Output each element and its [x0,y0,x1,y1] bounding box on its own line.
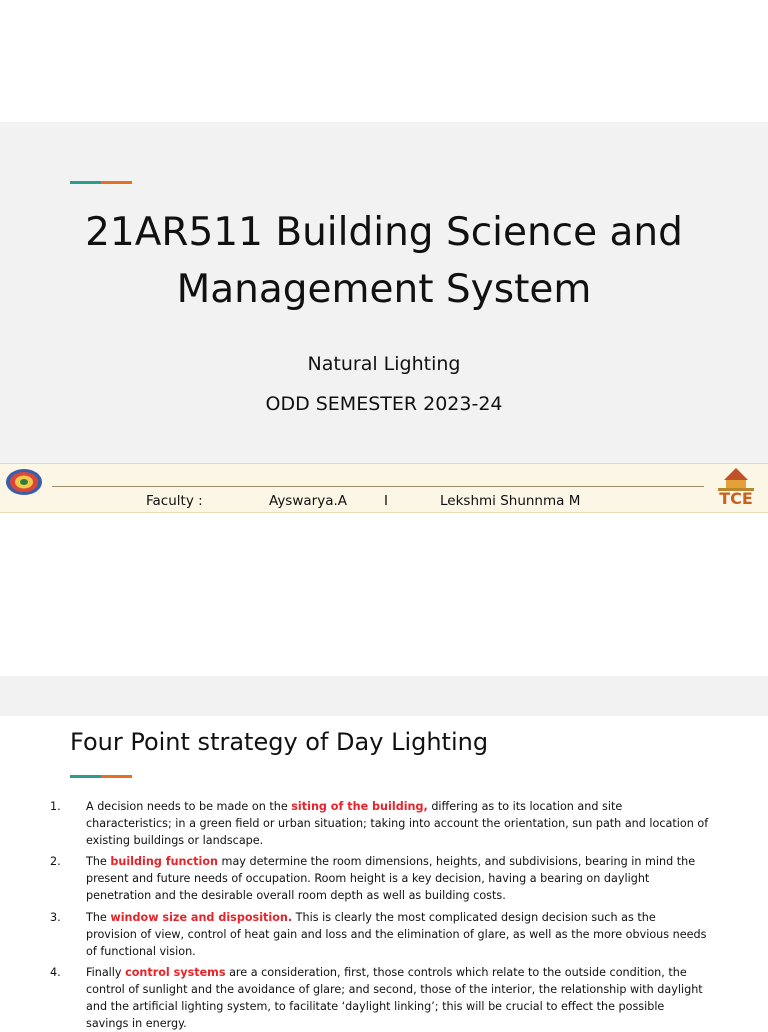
list-item-number: 4. [50,966,61,979]
title-line-2: Management System [176,267,592,312]
slide-divider-strip [0,676,768,716]
item-highlight: window size and disposition. [110,911,293,924]
list-item-number: 2. [50,855,61,868]
title-line-1: 21AR511 Building Science and [85,210,683,255]
strategy-slide-title: Four Point strategy of Day Lighting [70,728,489,756]
item-text-rest: are a consideration, first, those controls which relate to the outside condition, the control of sunlight and the avoidance of glare; and second, those of the interior, the relationship with daylight and the artificial lighting system, to facilitate ‘daylight linking’; this will be crucial to effect the possible savings in energy. [86,966,703,1030]
title-slide [0,122,768,512]
list-item-text [86,964,710,1032]
faculty-name-2: Lekshmi Shunnma M [440,493,581,509]
accent-line [70,775,132,778]
slide-subtitle: Natural Lighting [307,353,461,375]
item-text-start: Finally [86,966,126,979]
tce-logo-text: TCE [719,489,753,506]
faculty-label: Faculty : [146,493,203,509]
list-item-text [86,798,710,849]
accent-line [70,181,132,184]
semester-label: ODD SEMESTER 2023-24 [265,393,503,415]
footer-divider [52,486,704,487]
item-highlight: building function [110,855,218,868]
item-text-start: A decision needs to be made on the [86,800,292,813]
college-emblem-icon [4,467,44,497]
item-text-start: The [86,855,111,868]
item-highlight: control systems [125,966,226,979]
item-text-rest: This is clearly the most complicated design decision such as the provision of view, control of heat gain and loss and the elimination of glare, as well as the more obvious needs of functional vision. [86,911,707,958]
footer-bar [0,463,768,513]
list-item-text [86,909,710,960]
list-item-number: 1. [50,800,61,813]
item-text-start: The [86,911,111,924]
tce-logo-icon [708,466,764,506]
faculty-separator: I [384,493,388,509]
item-text-rest: may determine the room dimensions, heights, and subdivisions, bearing in mind the present and future needs of occupation. Room height is a key decision, having a bearing on daylight penetration and the desirable overall room depth as well as building costs. [86,855,696,902]
item-highlight: siting of the building, [291,800,428,813]
faculty-name-1: Ayswarya.A [269,493,347,509]
slide-title [0,204,768,318]
list-item-text [86,853,710,904]
item-text-rest: differing as to its location and site characteristics; in a green field or urban situation; taking into account the orientation, sun path and location of existing buildings or landscape. [86,800,709,847]
list-item-number: 3. [50,911,61,924]
